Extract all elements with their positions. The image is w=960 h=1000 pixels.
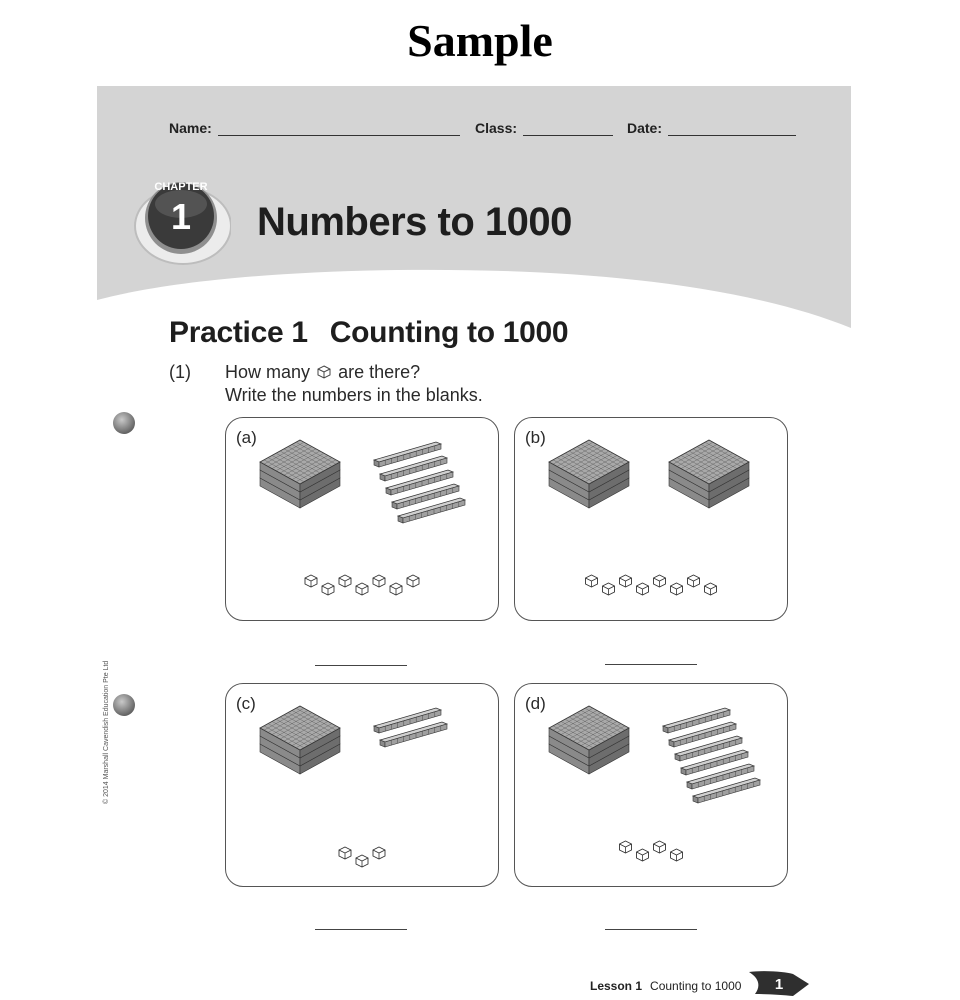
panel-a-blocks bbox=[226, 418, 498, 620]
chapter-badge bbox=[131, 166, 231, 266]
hundreds-block bbox=[549, 440, 629, 508]
ones-cube bbox=[603, 583, 615, 595]
binder-hole-bottom bbox=[113, 694, 135, 716]
copyright-notice: © 2014 Marshall Cavendish Education Pte Ltd bbox=[103, 660, 110, 804]
ones-cube bbox=[671, 849, 683, 861]
sample-watermark: Sample bbox=[407, 15, 553, 66]
name-field bbox=[169, 120, 460, 136]
panel-a bbox=[225, 417, 499, 621]
class-line[interactable] bbox=[523, 135, 613, 136]
class-label: Class: bbox=[475, 120, 518, 136]
ones-cube bbox=[305, 575, 317, 587]
name-label: Name: bbox=[169, 120, 212, 136]
ones-cube bbox=[637, 583, 649, 595]
ones-cube bbox=[373, 575, 385, 587]
date-label: Date: bbox=[627, 120, 663, 136]
ones-cube bbox=[705, 583, 717, 595]
question-line1-after: are there? bbox=[338, 362, 421, 382]
lesson-title: Counting to 1000 bbox=[650, 979, 742, 993]
ones-cube bbox=[356, 583, 368, 595]
ones-cube bbox=[620, 841, 632, 853]
name-line[interactable] bbox=[218, 135, 460, 136]
question-line-2: Write the numbers in the blanks. bbox=[225, 385, 483, 405]
ones-cube bbox=[654, 841, 666, 853]
hundreds-block bbox=[669, 440, 749, 508]
ones-cube bbox=[322, 583, 334, 595]
panel-b-blocks bbox=[515, 418, 787, 620]
hundreds-block bbox=[260, 440, 340, 508]
page-number-arrow[interactable] bbox=[747, 968, 811, 1000]
panel-c-blocks bbox=[226, 684, 498, 886]
hundreds-block bbox=[549, 706, 629, 774]
panel-c-label: (c) bbox=[236, 694, 256, 713]
panel-c bbox=[225, 683, 499, 887]
ones-cube bbox=[620, 575, 632, 587]
panel-a-label: (a) bbox=[236, 428, 257, 447]
panel-d-blocks bbox=[515, 684, 787, 886]
binder-hole-top bbox=[113, 412, 135, 434]
ones-cube bbox=[671, 583, 683, 595]
answer-blank-a[interactable] bbox=[315, 665, 407, 666]
hundreds-block bbox=[260, 706, 340, 774]
lesson-footer bbox=[590, 979, 741, 993]
ones-cube bbox=[688, 575, 700, 587]
ones-cube bbox=[637, 849, 649, 861]
ones-cube bbox=[373, 847, 385, 859]
panel-d-label: (d) bbox=[525, 694, 546, 713]
answer-blank-b[interactable] bbox=[605, 664, 697, 665]
answer-blank-c[interactable] bbox=[315, 929, 407, 930]
ones-cube bbox=[339, 575, 351, 587]
question-line1-before: How many bbox=[225, 362, 311, 382]
ones-cube bbox=[339, 847, 351, 859]
panel-b-label: (b) bbox=[525, 428, 546, 447]
lesson-label: Lesson 1 bbox=[590, 979, 643, 993]
date-field bbox=[627, 120, 796, 136]
question-line-1 bbox=[225, 362, 420, 383]
chapter-title: Numbers to 1000 bbox=[257, 200, 572, 244]
chapter-word: CHAPTER bbox=[154, 181, 208, 193]
ones-cube bbox=[356, 855, 368, 867]
chapter-number: 1 bbox=[170, 196, 192, 237]
practice-title: Counting to 1000 bbox=[329, 316, 569, 349]
question-number: (1) bbox=[169, 362, 191, 382]
worksheet-page bbox=[97, 86, 851, 1000]
ones-cube bbox=[390, 583, 402, 595]
ones-cube bbox=[586, 575, 598, 587]
ones-cube bbox=[654, 575, 666, 587]
date-line[interactable] bbox=[668, 135, 796, 136]
panel-d bbox=[514, 683, 788, 887]
page-number: 1 bbox=[774, 976, 784, 993]
class-field bbox=[475, 120, 613, 136]
panel-b bbox=[514, 417, 788, 621]
practice-heading bbox=[169, 316, 568, 350]
ones-cube bbox=[407, 575, 419, 587]
answer-blank-d[interactable] bbox=[605, 929, 697, 930]
practice-number: Practice 1 bbox=[169, 316, 308, 349]
cube-icon bbox=[317, 365, 331, 379]
